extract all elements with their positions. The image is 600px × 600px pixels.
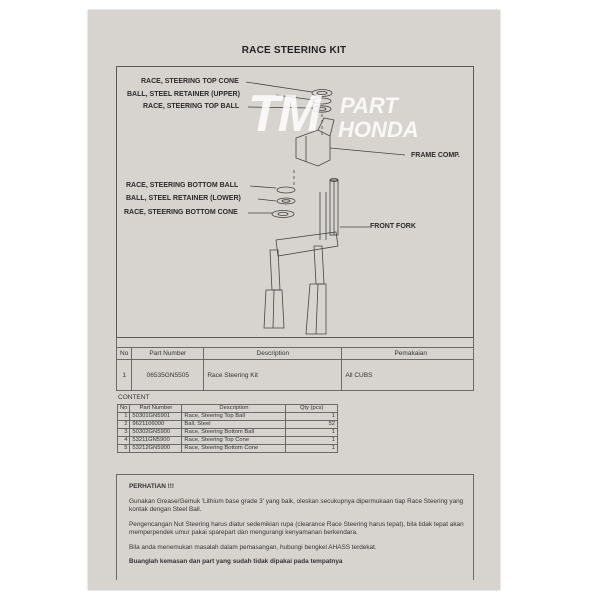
cell-qty: 1 xyxy=(286,437,338,445)
cell-no: 2 xyxy=(118,421,130,429)
watermark-line1: PART xyxy=(340,93,398,118)
cell-no: 1 xyxy=(118,413,130,421)
note-paragraph-bold: Buanglah kemasan dan part yang sudah tidak dipakai pada tempatnya xyxy=(129,558,343,565)
row-description: Race Steering Kit xyxy=(204,360,342,391)
content-header-part-number: Part Number xyxy=(130,405,182,413)
watermark-line2: HONDA xyxy=(338,117,419,142)
cell-part-number: 53212GN5900 xyxy=(130,445,182,453)
header-part-number: Part Number xyxy=(132,348,204,360)
table-header-row xyxy=(117,348,474,360)
cell-part-number: 50302GN5900 xyxy=(130,429,182,437)
table-row xyxy=(118,445,338,453)
sheet-title: RACE STEERING KIT xyxy=(241,45,347,56)
table-row xyxy=(118,429,338,437)
cell-qty: 1 xyxy=(286,429,338,437)
header-usage: Pemakaian xyxy=(342,348,474,360)
note-paragraph: Pengencangan Nut Steering harus diatur sedemikian rupa (clearance Race Steering harus tepat), bila tidak tepat akan memperpendek umur pakai sparepart dan mengurangi kenyamanan berkendara. xyxy=(129,520,464,536)
cell-no: 3 xyxy=(118,429,130,437)
cell-description: Race, Steering Top Cone xyxy=(182,437,286,445)
notes-section xyxy=(129,483,464,573)
content-header-no: No xyxy=(118,405,130,413)
table-row xyxy=(117,360,474,391)
content-header-row xyxy=(118,405,338,413)
table-row xyxy=(118,421,338,429)
cell-description: Race, Steering Bottom Ball xyxy=(182,429,286,437)
header-no: No xyxy=(117,348,132,360)
cell-no: 4 xyxy=(118,437,130,445)
callout-race-top-cone: RACE, STEERING TOP CONE xyxy=(141,78,239,85)
content-label: CONTENT xyxy=(118,394,150,401)
cell-qty: 1 xyxy=(286,413,338,421)
cell-no: 5 xyxy=(118,445,130,453)
cell-qty: 52 xyxy=(286,421,338,429)
cell-description: Race, Steering Top Ball xyxy=(182,413,286,421)
notes-heading: PERHATIAN !!! xyxy=(129,483,174,490)
part-table xyxy=(116,347,474,391)
callout-race-top-ball: RACE, STEERING TOP BALL xyxy=(143,103,240,110)
content-header-description: Description xyxy=(182,405,286,413)
header-description: Description xyxy=(204,348,342,360)
watermark-logo: TM xyxy=(248,85,320,143)
callout-retainer-upper: BALL, STEEL RETAINER (UPPER) xyxy=(127,91,240,98)
callout-retainer-lower: BALL, STEEL RETAINER (LOWER) xyxy=(126,195,241,202)
cell-part-number: 50301GN5901 xyxy=(130,413,182,421)
callout-front-fork: FRONT FORK xyxy=(370,223,416,230)
cell-qty: 1 xyxy=(286,445,338,453)
row-usage: All CUBS xyxy=(342,360,474,391)
content-table xyxy=(117,404,338,453)
cell-description: Ball, Steel xyxy=(182,421,286,429)
note-paragraph: Gunakan Grease/Gemuk 'Lithium base grade 3' yang baik, oleskan secukupnya dipermukaan tiap Race Steering yang kontak dengan Steel Ball. xyxy=(129,497,464,513)
table-row xyxy=(118,413,338,421)
cell-part-number: 9621106000 xyxy=(130,421,182,429)
row-no: 1 xyxy=(117,360,132,391)
callout-race-bottom-ball: RACE, STEERING BOTTOM BALL xyxy=(126,182,239,189)
table-row xyxy=(118,437,338,445)
cell-part-number: 53211GN5900 xyxy=(130,437,182,445)
note-paragraph: Bila anda menemukan masalah dalam pemasangan, hubungi bengkel AHASS terdekat. xyxy=(129,543,377,551)
cell-description: Race, Steering Bottom Cone xyxy=(182,445,286,453)
callout-frame-comp: FRAME COMP. xyxy=(411,152,460,159)
callout-race-bottom-cone: RACE, STEERING BOTTOM CONE xyxy=(124,209,238,216)
content-header-qty: Qty (pcs) xyxy=(286,405,338,413)
row-part-number: 06535GN5505 xyxy=(132,360,204,391)
